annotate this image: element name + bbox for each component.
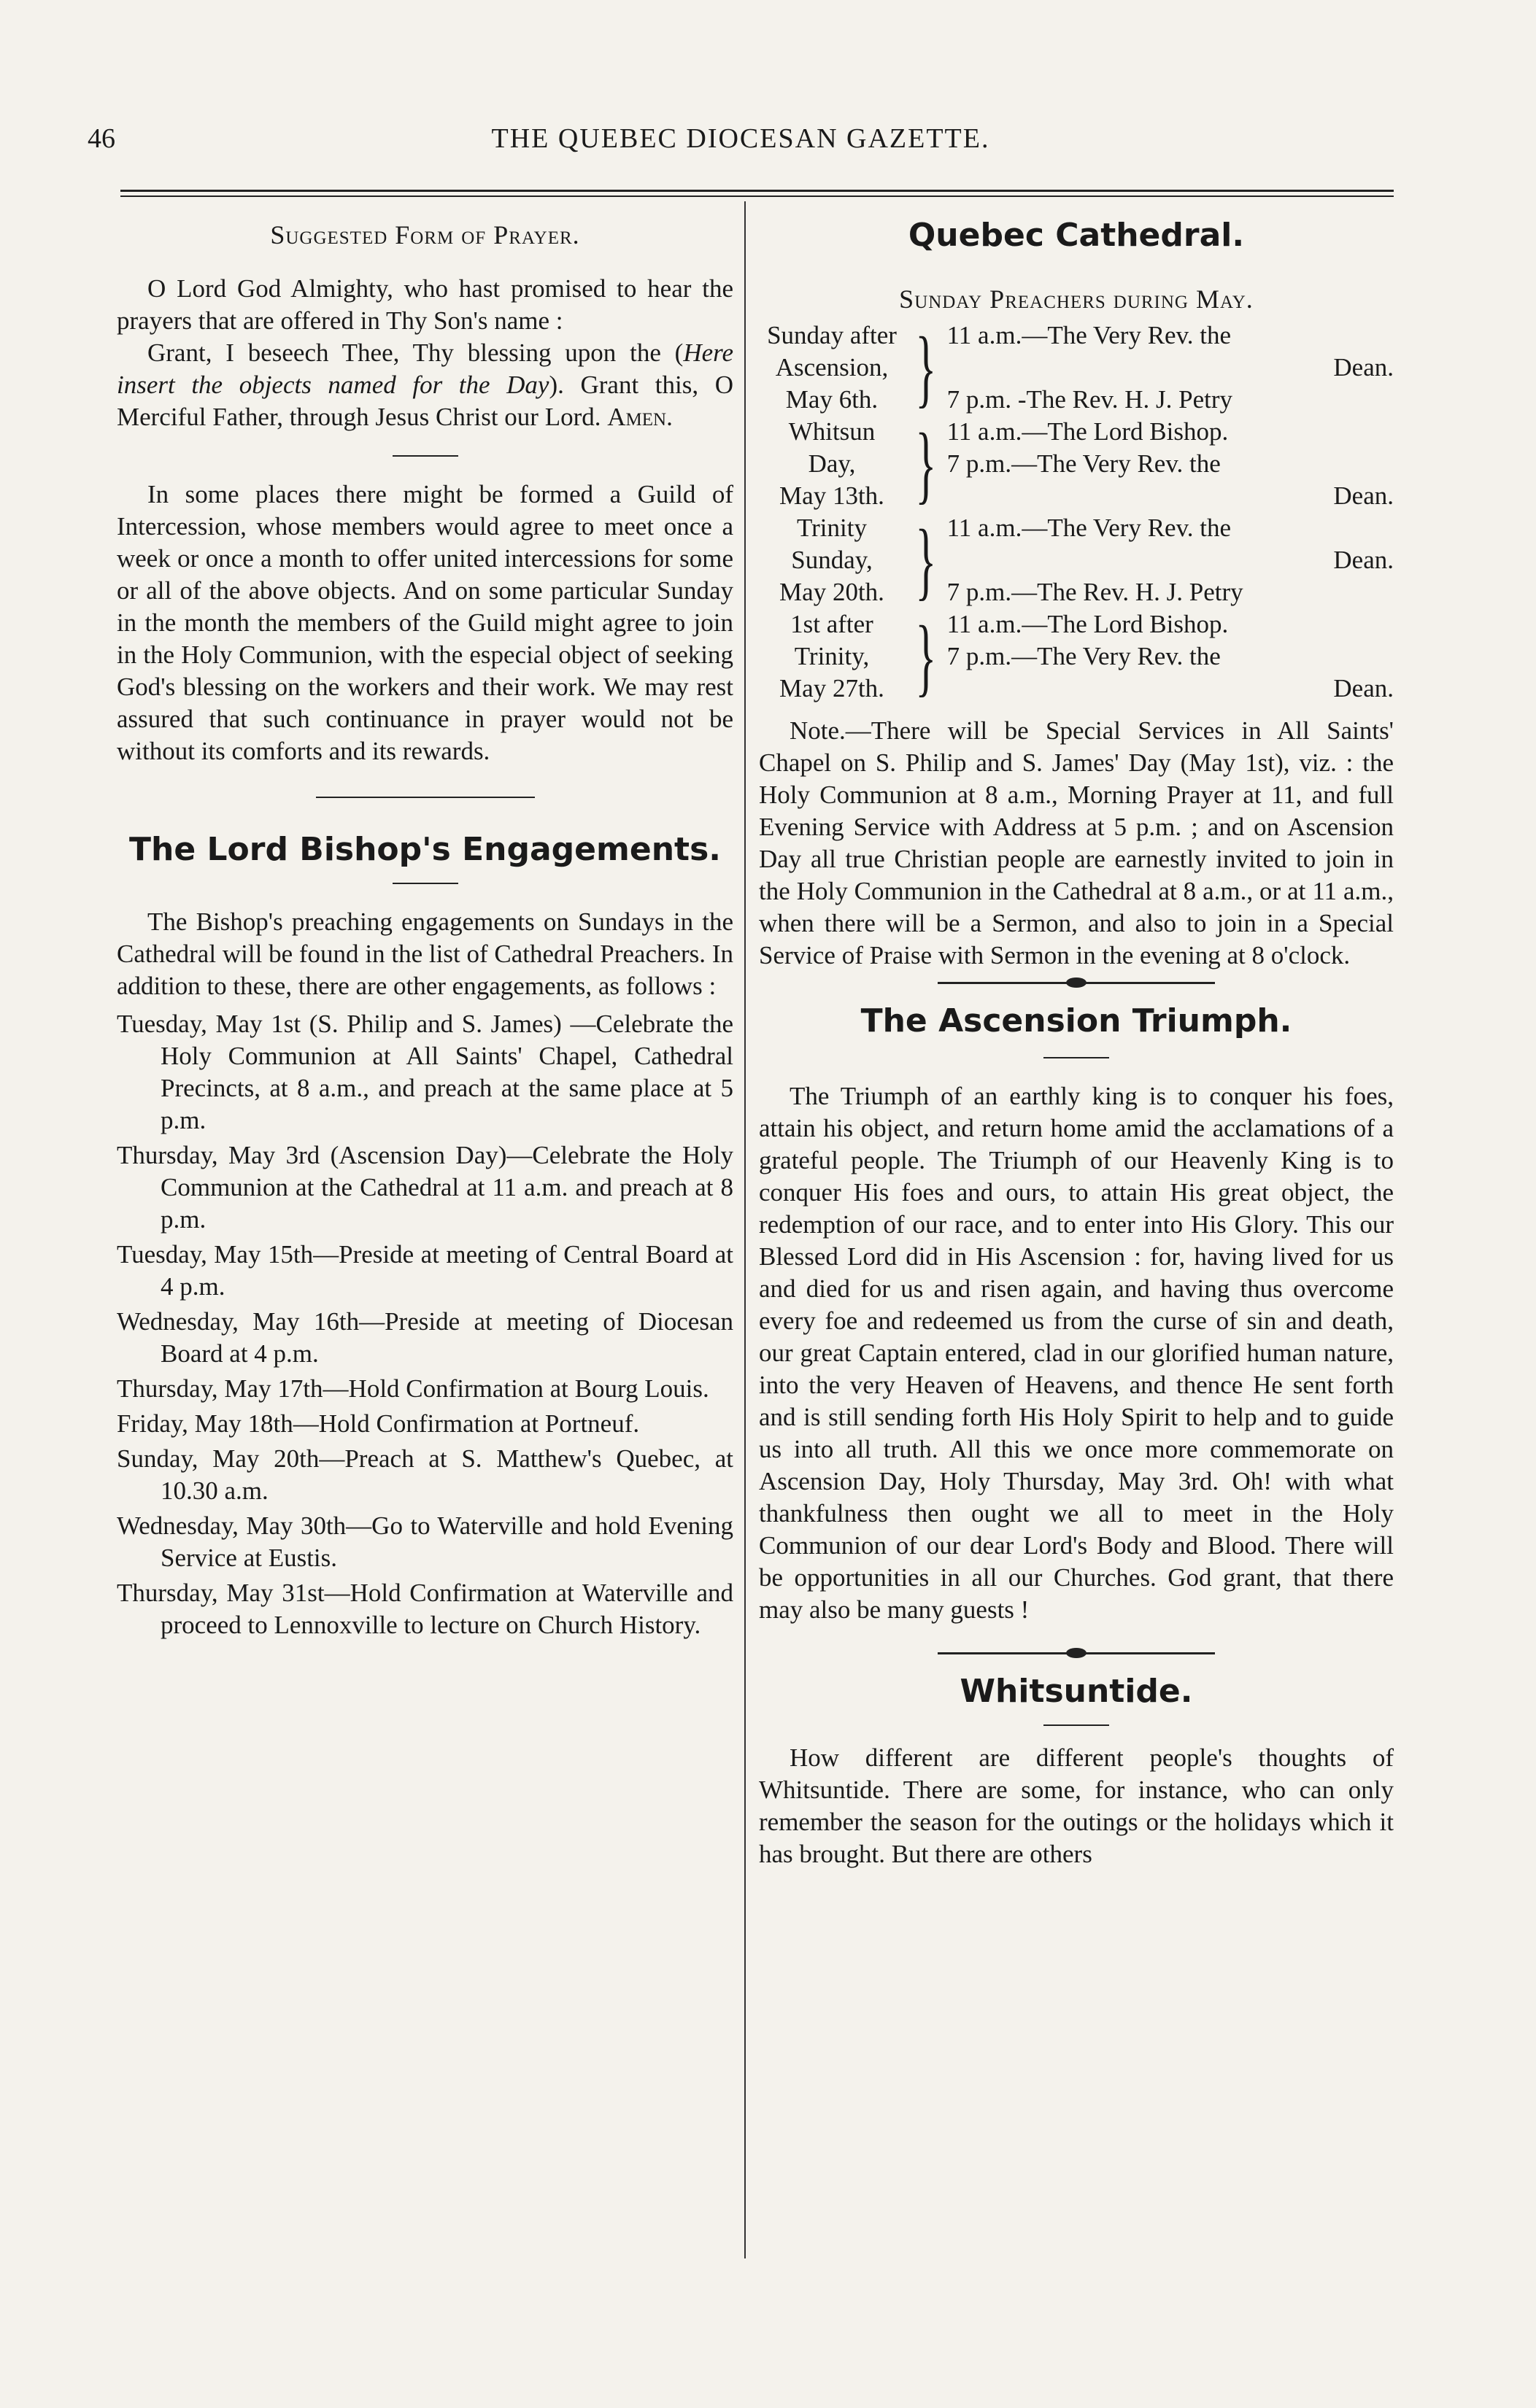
engagement-item: Wednesday, May 16th—Preside at meeting of Diocesan Board at 4 p.m.: [117, 1307, 733, 1368]
guild-paragraph: In some places there might be formed a Guild of Intercession, whose members would agree to meet once a week or once a month to offer united intercessions for some or all of the above objects. And on some particular Sunday in the month the members of the Guild might agree to join in the Holy Communion, with the especial object of seeking God's blessing on the workers and their work. We may rest assured that such continuance in prayer would not be without its comforts and its rewards.: [117, 480, 733, 765]
prayer-text-b: ). Grant this, O Merciful Father, through Jesus Christ our Lord.: [117, 371, 733, 431]
service-line-cont: Dean.: [1333, 674, 1394, 702]
preacher-row: [759, 608, 1394, 705]
day-line: Trinity,: [794, 642, 870, 670]
day-line: Whitsun: [788, 417, 876, 446]
brace-icon: }: [915, 608, 937, 705]
day-line: Sunday after: [767, 321, 897, 349]
cathedral-title: Quebec Cathedral.: [908, 217, 1245, 254]
prayer-italic: Here insert the objects named for the Day: [117, 338, 733, 399]
day-line: May 20th.: [779, 578, 884, 606]
preacher-day: [759, 608, 905, 705]
day-line: May 6th.: [785, 385, 879, 414]
preacher-day: [759, 320, 905, 416]
short-divider: [1043, 1057, 1109, 1058]
day-line: Day,: [808, 449, 856, 478]
service-line: 11 a.m.—The Very Rev. the: [946, 514, 1232, 542]
engagement-item: Tuesday, May 1st (S. Philip and S. James) —Celebrate the Holy Communion at All Saints' Chapel, Cathedral Precincts, at 8 a.m., and preach at the same place at 5 p.m.: [117, 1010, 733, 1134]
left-column: [117, 219, 733, 1644]
day-line: Sunday,: [791, 546, 873, 574]
brace-icon: }: [915, 319, 937, 416]
brace-icon: }: [915, 511, 937, 608]
ornamental-divider: [938, 1652, 1215, 1660]
engagements-title: The Lord Bishop's Engagements.: [129, 831, 721, 868]
engagement-item: Thursday, May 31st—Hold Confirmation at Waterville and proceed to Lennoxville to lecture on Church History.: [117, 1579, 733, 1639]
preacher-row: [759, 320, 1394, 416]
engagement-item: Tuesday, May 15th—Preside at meeting of Central Board at 4 p.m.: [117, 1240, 733, 1301]
ornamental-divider: [938, 982, 1215, 990]
service-line: 11 a.m.—The Very Rev. the: [946, 321, 1232, 349]
preacher-times: [947, 320, 1394, 416]
preacher-row: [759, 512, 1394, 608]
right-column: [759, 219, 1394, 1870]
engagement-item: Thursday, May 17th—Hold Confirmation at Bourg Louis.: [117, 1374, 709, 1403]
service-line: 7 p.m.—The Very Rev. the: [946, 449, 1221, 478]
prayer-heading: Suggested Form of Prayer.: [270, 220, 580, 249]
ascension-text: The Triumph of an earthly king is to conquer his foes, attain his object, and return home amid the acclamations of a grateful people. The Triumph of our Heavenly King is to conquer His foes and ours, to attain His great object, the redemption of our race, and to enter into His Glory. This our Blessed Lord did in His Ascension : for, having lived for us and died for us and risen again, and having thus overcome every foe and redeemed us from the curse of sin and death, our great Captain entered, clad in our glorified human nature, into the very Heaven of Heavens, and thence He sent forth and is still sending forth His Holy Spirit to help and to guide us into all truth. All this we once more commemorate on Ascension Day, Holy Thursday, May 3rd. Oh! with what thankfulness then ought we all to meet in the Holy Communion of our dear Lord's Body and Blood. There will be opportunities in all our Churches. God grant, that there may also be many guests !: [759, 1082, 1394, 1624]
day-line: May 13th.: [779, 481, 884, 510]
engagements-list: [117, 1008, 733, 1641]
day-line: Ascension,: [775, 353, 889, 382]
engagement-item: Thursday, May 3rd (Ascension Day)—Celebrate the Holy Communion at the Cathedral at 11 a.m. and preach at 8 p.m.: [117, 1141, 733, 1234]
engagement-item: Wednesday, May 30th—Go to Waterville and hold Evening Service at Eustis.: [117, 1511, 733, 1572]
prayer-amen: Amen.: [607, 403, 673, 431]
preacher-times: [947, 512, 1394, 608]
whitsuntide-title: Whitsuntide.: [960, 1673, 1193, 1710]
engagement-item: Sunday, May 20th—Preach at S. Matthew's Quebec, at 10.30 a.m.: [117, 1444, 733, 1505]
column-divider: [744, 201, 746, 2258]
prayer-text-a: Grant, I beseech Thee, Thy blessing upon the (: [147, 338, 684, 367]
whitsuntide-text: How different are different people's thoughts of Whitsuntide. There are some, for instance, who can only remember the season for the outings or the holidays which it has brought. But there are others: [759, 1743, 1394, 1868]
preacher-row: [759, 416, 1394, 512]
preacher-day: [759, 416, 905, 512]
page-header: [88, 123, 1394, 166]
service-line: 11 a.m.—The Lord Bishop.: [946, 417, 1229, 446]
engagement-item: Friday, May 18th—Hold Confirmation at Portneuf.: [117, 1409, 640, 1438]
service-line-cont: Dean.: [1333, 546, 1394, 574]
service-line: 11 a.m.—The Lord Bishop.: [946, 610, 1229, 638]
running-title: THE QUEBEC DIOCESAN GAZETTE.: [491, 123, 990, 154]
service-line: 7 p.m.—The Rev. H. J. Petry: [946, 578, 1243, 606]
preacher-times: [947, 416, 1394, 512]
preachers-heading: Sunday Preachers during May.: [899, 284, 1254, 314]
header-rule: [120, 190, 1394, 197]
short-divider: [393, 455, 458, 457]
service-line: 7 p.m.—The Very Rev. the: [946, 642, 1221, 670]
brace-icon: }: [915, 415, 937, 512]
day-line: Trinity: [797, 514, 867, 542]
section-divider: [316, 797, 535, 798]
prayer-paragraph-1: O Lord God Almighty, who hast promised to hear the prayers that are offered in Thy Son's name :: [117, 274, 733, 335]
day-line: 1st after: [790, 610, 873, 638]
short-divider: [1043, 1724, 1109, 1726]
preacher-times: [947, 608, 1394, 705]
day-line: May 27th.: [779, 674, 884, 702]
service-line: 7 p.m. -The Rev. H. J. Petry: [946, 385, 1233, 414]
short-divider: [393, 883, 458, 884]
ascension-title: The Ascension Triumph.: [860, 1002, 1292, 1040]
page-number: 46: [88, 123, 115, 154]
preacher-day: [759, 512, 905, 608]
prayer-paragraph-2: [117, 337, 733, 433]
service-line-cont: Dean.: [1333, 353, 1394, 382]
service-line-cont: Dean.: [1333, 481, 1394, 510]
cathedral-note: Note.—There will be Special Services in All Saints' Chapel on S. Philip and S. James' Day (May 1st), viz. : the Holy Communion at 8 a.m., Morning Prayer at 11, and full Evening Service with Address at 5 p.m. ; and on Ascension Day all true Christian people are earnestly invited to join in the Holy Communion in the Cathedral at 8 a.m., or at 11 a.m., when there will be a Sermon, and also to join in a Special Service of Praise with Sermon in the evening at 8 o'clock.: [759, 716, 1394, 969]
preachers-table: [759, 320, 1394, 705]
engagements-intro: The Bishop's preaching engagements on Sundays in the Cathedral will be found in the list of Cathedral Preachers. In addition to these, there are other engagements, as follows :: [117, 907, 733, 1000]
